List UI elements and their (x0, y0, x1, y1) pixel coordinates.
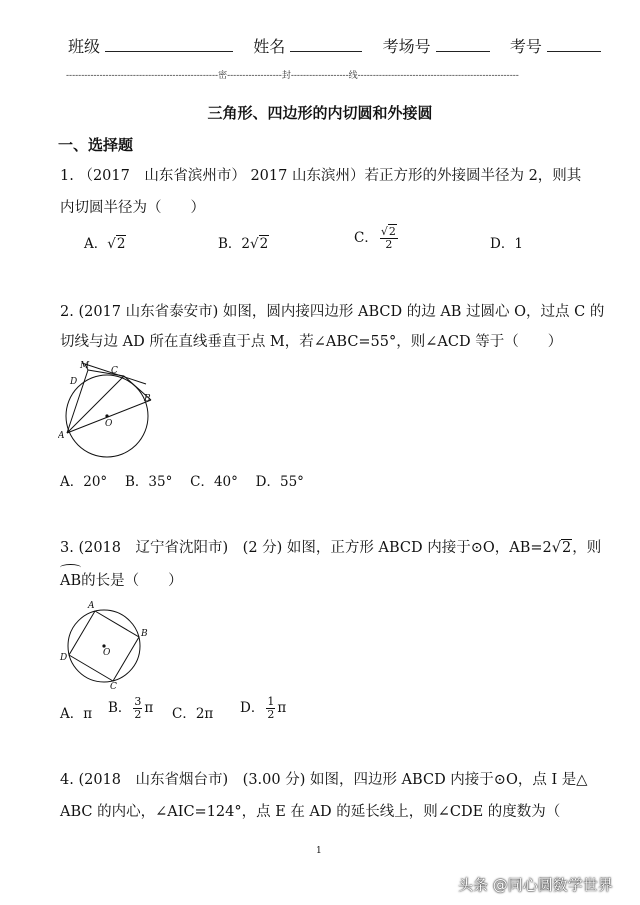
seal-dash: ----------------------------------------------------- (357, 71, 519, 81)
option-label: B． (108, 700, 132, 716)
sqrt-sign: √2 (250, 236, 269, 252)
seal-dash: -------------------------------------------------- (66, 71, 219, 81)
label-d: D (70, 377, 78, 387)
q3-text: 的长是（ ） (81, 573, 183, 589)
q3-option-d[interactable] (240, 696, 286, 721)
radicand: 2 (562, 540, 572, 556)
seal-dash: ------------------- (290, 71, 349, 81)
q2-options[interactable]: A．20° B．35° C．40° D．55° (60, 474, 304, 490)
label-o: O (105, 419, 113, 429)
seal-char-mi: 密 (218, 71, 228, 81)
q1-option-c[interactable] (354, 226, 400, 251)
denominator: 2 (267, 708, 275, 721)
label-o: O (103, 648, 111, 658)
denominator: 2 (134, 708, 142, 721)
option-suffix: π (277, 700, 287, 716)
label-a: A (88, 601, 95, 611)
sqrt-sign: √2 (107, 236, 126, 252)
q3-text: 3. (2018 辽宁省沈阳市) (2 分) 如图，正方形 ABCD 内接于⊙O，AB=2 (60, 540, 552, 556)
q3-option-a[interactable]: A．π (60, 706, 93, 722)
numerator: 1 (267, 695, 275, 708)
name-label: 姓名 (253, 37, 286, 56)
question-4-line-1: 4. (2018 山东省烟台市) (3.00 分) 如图，四边形 ABCD 内接于⊙O，点 I 是△ (60, 772, 588, 788)
question-3-line-2 (60, 564, 183, 595)
class-label: 班级 (68, 37, 101, 56)
name-field[interactable] (290, 37, 362, 52)
question-1-line-1: 1. （2017 山东省滨州市） 2017 山东滨州）若正方形的外接圆半径为 2，则其 (60, 168, 582, 184)
header-fields (68, 34, 601, 57)
seal-dash: ------------------ (227, 71, 282, 81)
label-b: B (141, 629, 148, 639)
option-label: B．2 (218, 236, 251, 252)
label-b: B (144, 394, 151, 404)
label-a: A (58, 431, 65, 441)
option-label: C． (354, 230, 378, 246)
q3-option-b[interactable] (108, 696, 153, 721)
q1-option-a[interactable] (84, 232, 126, 252)
q3-option-c[interactable]: C．2π (172, 706, 214, 722)
question-2-line-2: 切线与边 AD 所在直线垂直于点 M，若∠ABC=55°，则∠ACD 等于（ ） (60, 334, 563, 350)
option-suffix: π (144, 700, 154, 716)
question-3-line-1 (60, 534, 601, 562)
q1-option-b[interactable] (218, 232, 269, 252)
question-4-line-2: ABC 的内心，∠AIC=124°，点 E 在 AD 的延长线上，则∠CDE 的度数为（ (60, 804, 561, 820)
label-m: M (80, 361, 90, 371)
q2-figure (58, 358, 164, 458)
option-label: A． (84, 236, 108, 252)
radicand: 2 (388, 225, 396, 238)
label-c: C (110, 682, 117, 690)
exam-room-field[interactable] (436, 37, 490, 52)
page-number: 1 (316, 846, 322, 856)
arc-ab: AB (60, 564, 81, 595)
radicand: 2 (116, 236, 126, 252)
fraction (133, 696, 142, 721)
radicand: 2 (259, 236, 269, 252)
fraction: $\frac{√2}{2}$ (380, 225, 396, 251)
sqrt-sign: √2 (551, 540, 572, 556)
seal-line (66, 68, 574, 81)
seal-char-feng: 封 (281, 71, 291, 81)
q3-text: ，则 (572, 540, 602, 556)
fraction (266, 696, 275, 721)
question-1-line-2: 内切圆半径为（ ） (60, 200, 205, 216)
q1-option-d[interactable]: D．1 (490, 236, 523, 252)
numerator: 3 (134, 695, 142, 708)
watermark: 头条 @同心圆数学世界 (458, 876, 613, 894)
exam-room-label: 考场号 (382, 37, 431, 56)
q3-figure (58, 598, 150, 690)
denominator: 2 (385, 238, 393, 251)
seal-char-xian: 线 (348, 71, 358, 81)
question-2-line-1: 2. (2017 山东省泰安市) 如图，圆内接四边形 ABCD 的边 AB 过圆心 O，过点 C 的 (60, 304, 605, 320)
class-field[interactable] (105, 37, 233, 52)
option-label: D． (240, 700, 265, 716)
page-title: 三角形、四边形的内切圆和外接圆 (207, 104, 433, 122)
label-c: C (111, 366, 118, 376)
exam-number-label: 考号 (509, 37, 542, 56)
label-d: D (60, 653, 68, 663)
section-heading: 一、选择题 (58, 136, 134, 154)
exam-number-field[interactable] (547, 37, 601, 52)
center-dot (105, 414, 108, 417)
